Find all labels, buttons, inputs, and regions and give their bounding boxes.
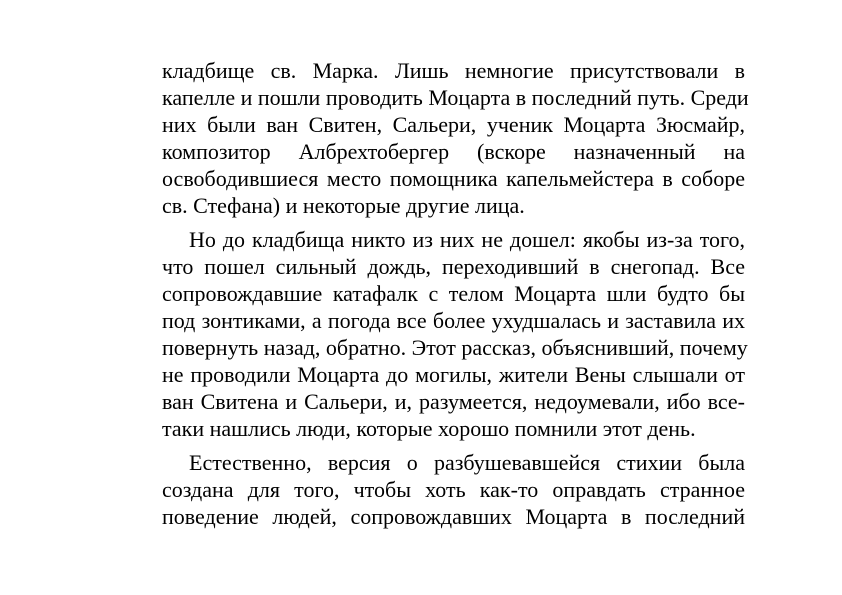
- paragraph-spacer: [162, 219, 745, 226]
- text-line: таки нашлись люди, которые хорошо помнили этот день.: [162, 416, 696, 441]
- text-line: сопровождавшие катафалк с телом Моцарта шли будто бы: [162, 281, 745, 306]
- paragraph-spacer: [162, 442, 745, 449]
- text-line: кладбище св. Марка. Лишь немногие присутствовали в: [162, 58, 745, 83]
- paragraph-3: [162, 449, 745, 530]
- text-line: св. Стефана) и некоторые другие лица.: [162, 193, 525, 218]
- text-line: ван Свитена и Сальери, и, разумеется, недоумевали, ибо все-: [162, 389, 745, 414]
- text-line: создана для того, чтобы хоть как-то оправдать странное: [162, 477, 745, 502]
- body-text: [162, 57, 749, 530]
- paragraph-1: [162, 57, 749, 219]
- text-line: что пошел сильный дождь, переходивший в снегопад. Все: [162, 254, 745, 279]
- text-line: Но до кладбища никто из них не дошел: якобы из-за того,: [189, 227, 745, 252]
- text-line: них были ван Свитен, Сальери, ученик Моцарта Зюсмайр,: [162, 112, 745, 137]
- text-line: Естественно, версия о разбушевавшейся стихии была: [189, 450, 745, 475]
- text-line: капелле и пошли проводить Моцарта в последний путь. Среди: [162, 85, 749, 110]
- text-line: повернуть назад, обратно. Этот рассказ, объяснивший, почему: [162, 335, 748, 360]
- text-line: под зонтиками, а погода все более ухудшалась и заставила их: [162, 308, 745, 333]
- text-line: поведение людей, сопровождавших Моцарта в последний: [162, 504, 745, 529]
- text-line: не проводили Моцарта до могилы, жители Вены слышали от: [162, 362, 745, 387]
- text-line: освободившиеся место помощника капельмейстера в соборе: [162, 166, 745, 191]
- paragraph-2: [162, 226, 748, 442]
- text-line: композитор Албрехтобергер (вскоре назначенный на: [162, 139, 745, 164]
